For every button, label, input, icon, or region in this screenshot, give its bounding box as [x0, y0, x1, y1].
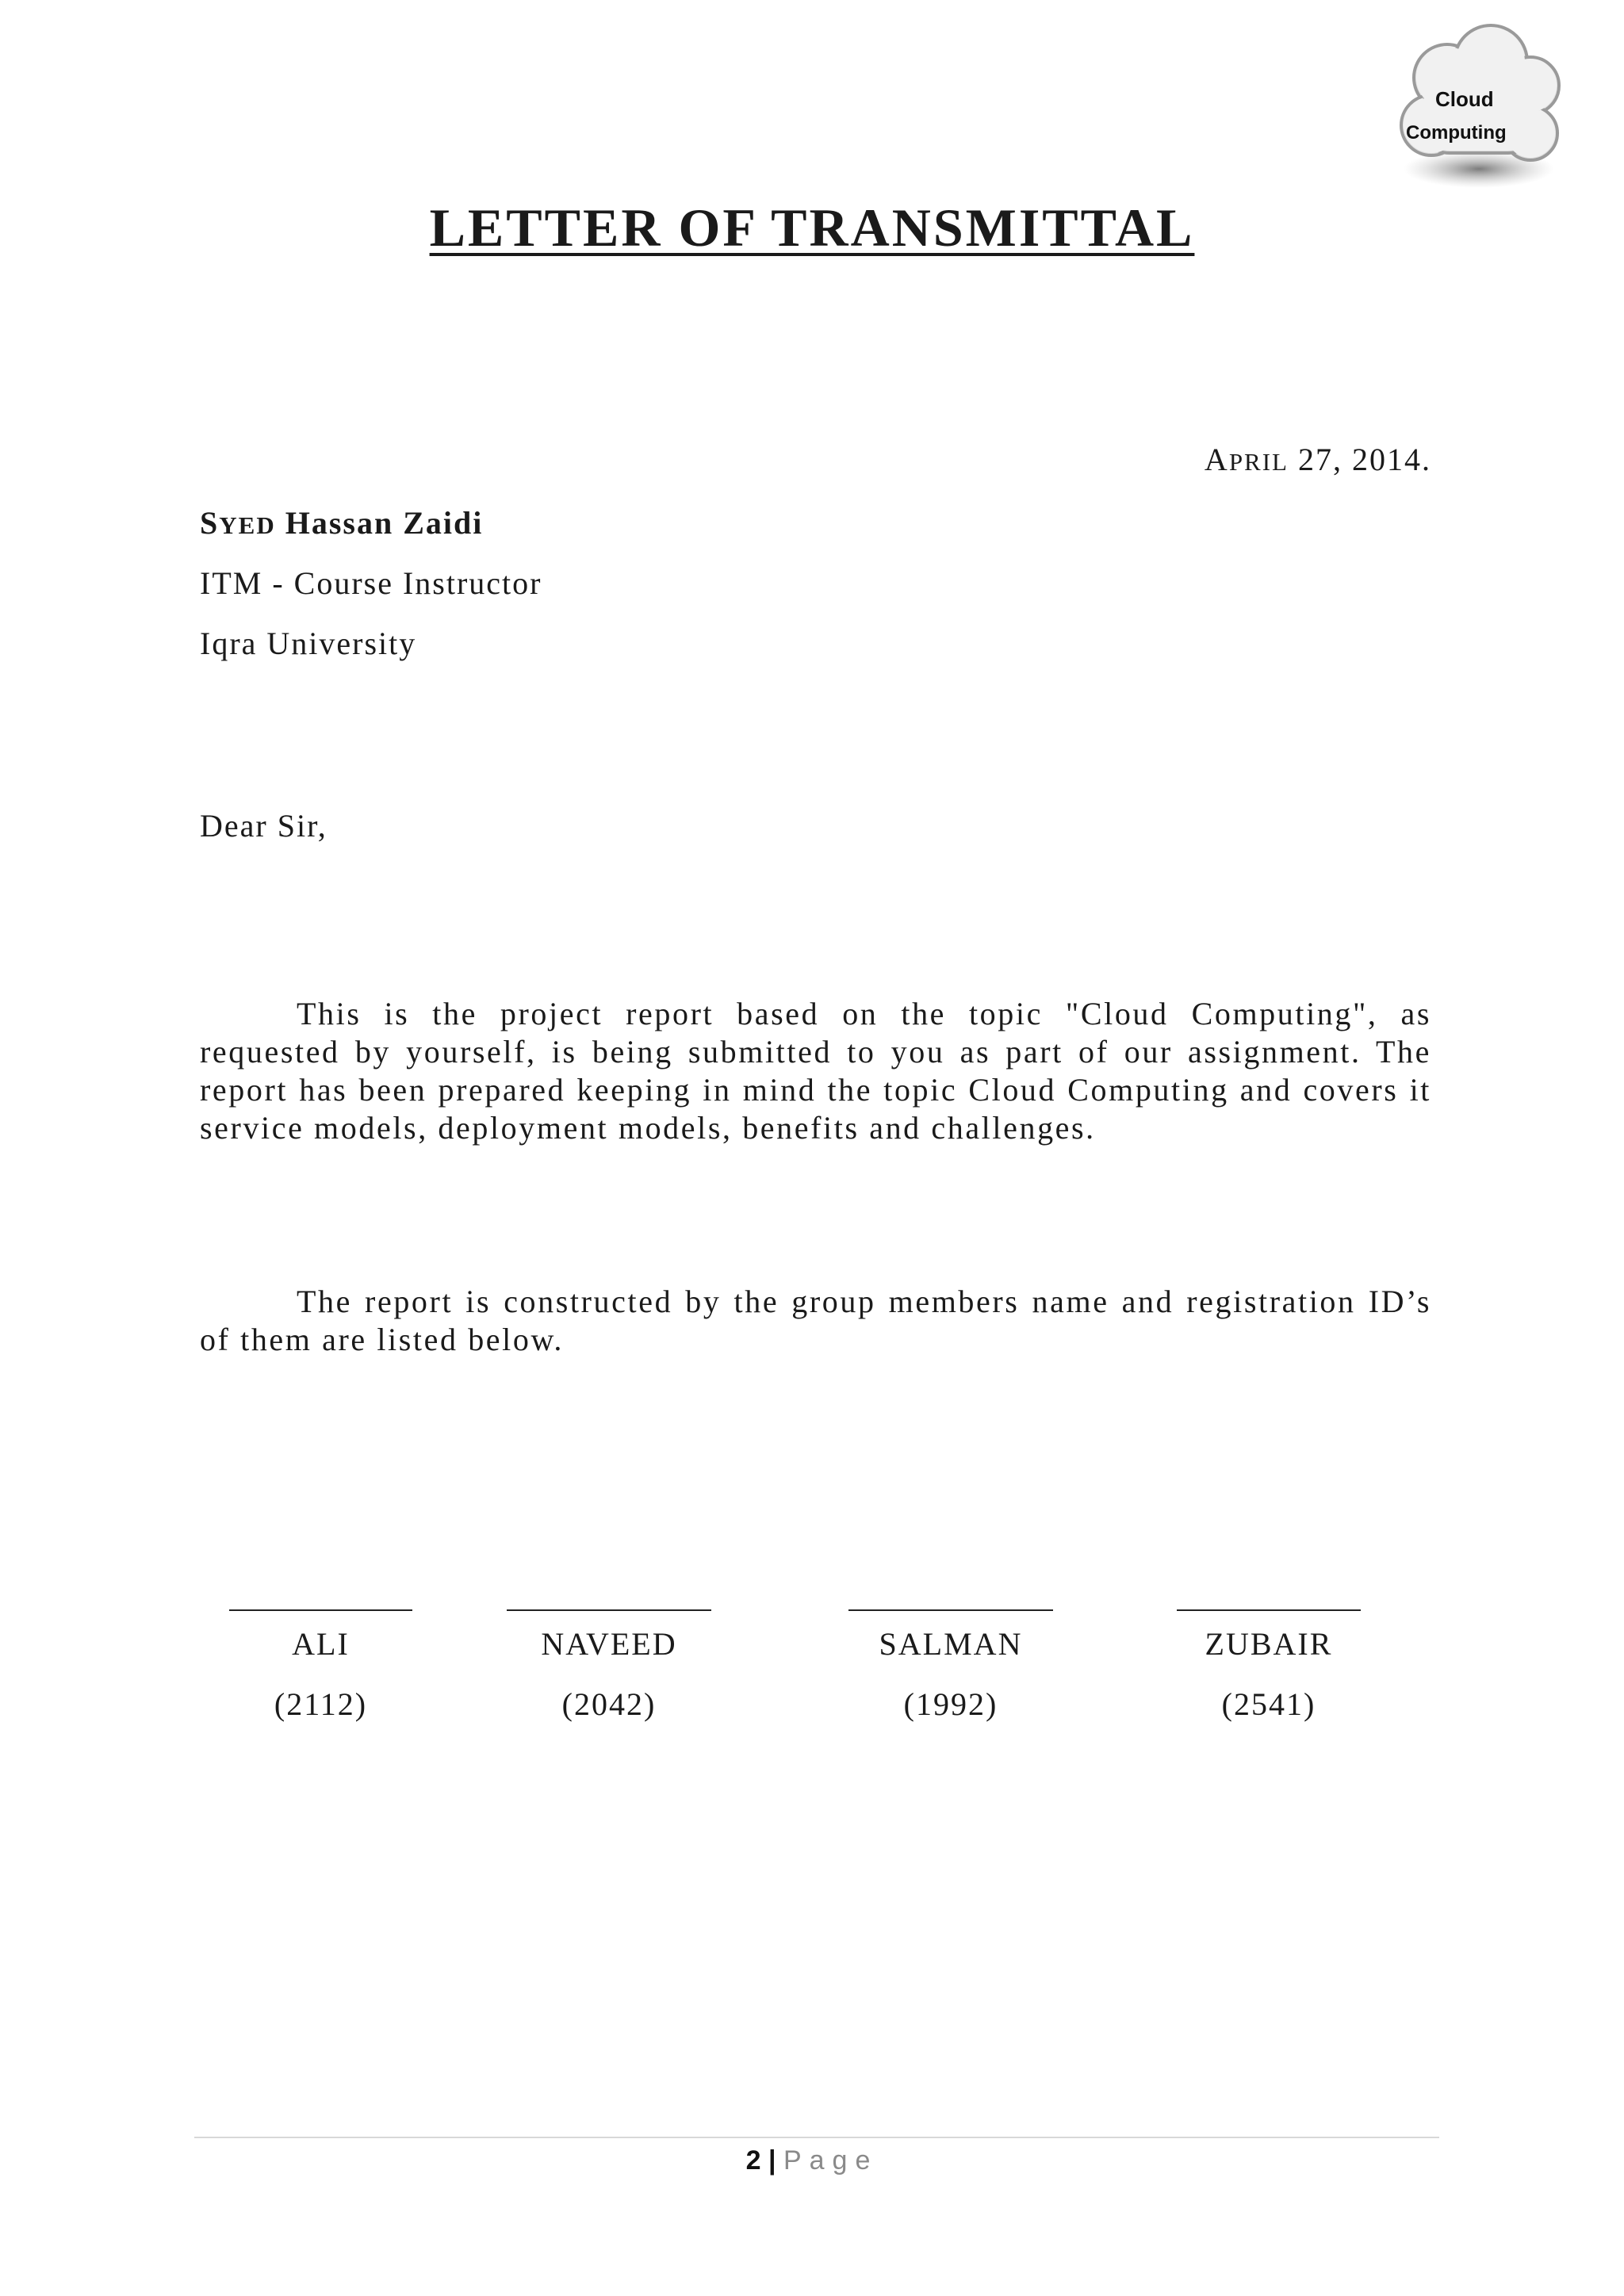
signature-line: [229, 1609, 412, 1611]
member-id: (2112): [274, 1686, 368, 1722]
recipient-name-rest: Hassan Zaidi: [275, 505, 484, 541]
member-id: (1992): [903, 1686, 998, 1722]
member-id: (2541): [1221, 1686, 1316, 1722]
member-name: ZUBAIR: [1205, 1626, 1333, 1662]
member-signature-block: [847, 1609, 1055, 1722]
member-signature-block: [1175, 1609, 1362, 1722]
signature-line: [1177, 1609, 1361, 1611]
letter-date: [1205, 441, 1431, 478]
recipient-name: [200, 504, 483, 541]
member-name: SALMAN: [879, 1626, 1023, 1662]
page-title: [0, 197, 1624, 259]
recipient-organization: Iqra University: [200, 626, 417, 661]
page-number: 2: [745, 2145, 761, 2175]
footer-divider: [194, 2137, 1439, 2138]
salutation: Dear Sir,: [200, 808, 327, 844]
date-month-rest: PRIL: [1228, 448, 1289, 476]
member-name: ALI: [292, 1626, 350, 1662]
cloud-computing-logo: [1384, 22, 1574, 212]
member-signature-block: [505, 1609, 713, 1722]
member-name: NAVEED: [541, 1626, 677, 1662]
cloud-icon: [1384, 22, 1574, 212]
signature-line: [848, 1609, 1053, 1611]
recipient-name-caps: YED: [219, 511, 276, 539]
recipient-name-initial: S: [200, 505, 220, 541]
date-month-initial: A: [1204, 442, 1229, 477]
date-rest: 27, 2014.: [1289, 442, 1431, 477]
member-signature-block: [228, 1609, 414, 1722]
page-footer: [0, 2145, 1624, 2176]
member-id: (2042): [561, 1686, 657, 1722]
logo-line-2: Computing: [1406, 122, 1507, 144]
page-title-text: LETTER OF TRANSMITTAL: [429, 197, 1195, 258]
recipient-role: ITM - Course Instructor: [200, 565, 542, 601]
page-label: Page: [783, 2145, 879, 2175]
signature-line: [507, 1609, 711, 1611]
body-paragraph-1: This is the project report based on the topic "Cloud Computing", as requested by yourself, is being submitted to you as part of our assignment. The report has been prepared keeping in mind the topic Cloud Computing and covers it service models, deployment models, benefits and challenges.: [200, 996, 1431, 1146]
footer-separator: |: [768, 2145, 776, 2175]
body-paragraph-2: The report is constructed by the group members name and registration ID’s of them are listed below.: [200, 1284, 1431, 1357]
logo-line-1: Cloud: [1435, 87, 1494, 111]
